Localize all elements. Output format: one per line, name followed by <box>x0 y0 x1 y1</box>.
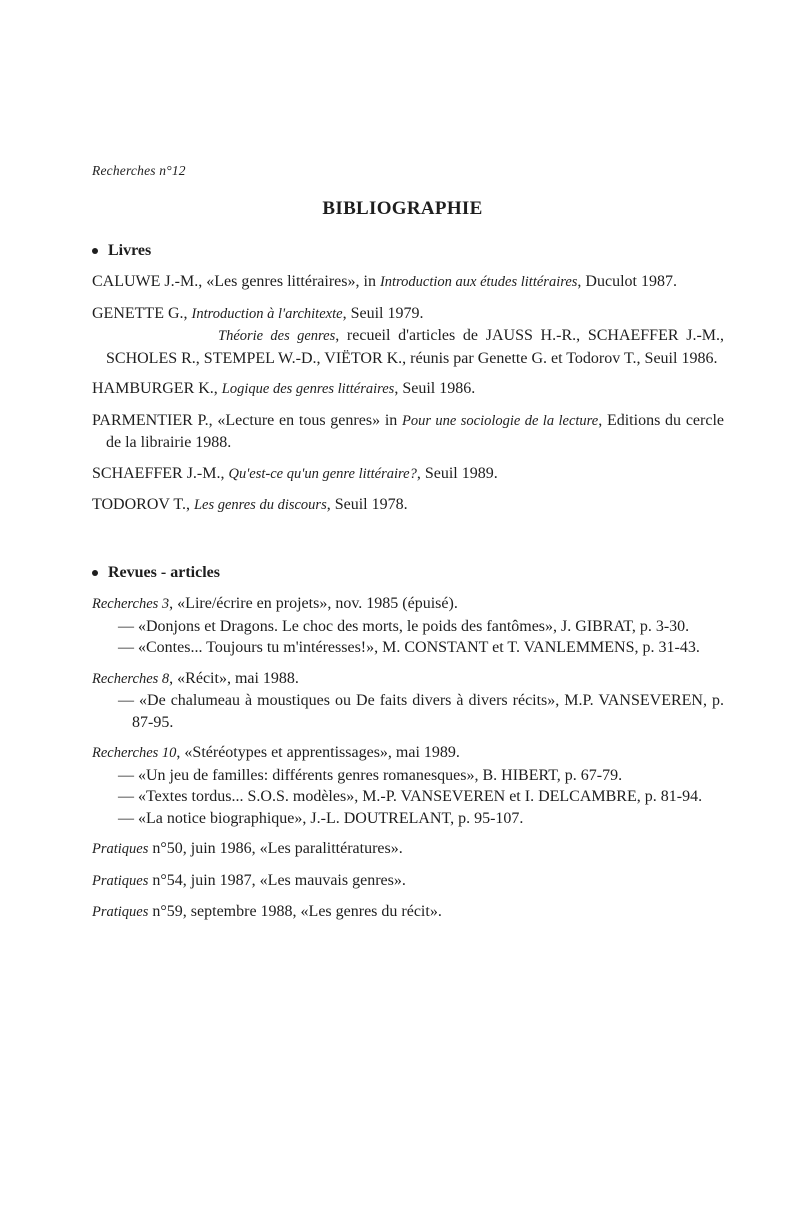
bullet-icon <box>92 570 98 576</box>
article-item: — «Contes... Toujours tu m'intéresses!», M. CONSTANT et T. VANLEMMENS, p. 31-43. <box>118 639 700 656</box>
bullet-icon <box>92 248 98 254</box>
section-heading-livres: Livres <box>92 242 724 260</box>
page-title: BIBLIOGRAPHIE <box>322 198 483 219</box>
article-item: — «Donjons et Dragons. Le choc des morts, le poids des fantômes», J. GIBRAT, p. 3-30. <box>118 617 690 635</box>
section-heading-revues: Revues - articles <box>92 564 724 582</box>
running-head: Recherches n°12 <box>92 163 186 178</box>
bib-entry-recherches-8: Recherches 8, «Récit», mai 1988. — «De chalumeau à moustiques ou De faits divers à divers récits», M.P. VANSEVEREN, p. 87-95. <box>92 668 724 734</box>
bib-entry-genette: GENETTE G., Introduction à l'architexte, Seuil 1979. Théorie des genres, recueil d'articles de JAUSS H.-R., SCHAEFFER J.-M., SCHOLES R., STEMPEL W.-D., VIËTOR K., réunis par Genette G. et Todorov T., Seuil 1986. <box>92 304 724 367</box>
article-item: — «La notice biographique», J.-L. DOUTRELANT, p. 95-107. <box>118 809 524 827</box>
bib-entry-hamburger: HAMBURGER K., Logique des genres littéraires, Seuil 1986. <box>92 380 476 397</box>
bib-entry-todorov: TODOROV T., Les genres du discours, Seuil 1978. <box>92 496 408 513</box>
bib-entry-recherches-3: Recherches 3, «Lire/écrire en projets», nov. 1985 (épuisé). — «Donjons et Dragons. Le choc des morts, le poids des fantômes», J. GIBRAT, p. 3-30. — «Contes... Toujours tu m'intéresses!», M. CONSTANT et T. VANLEMMENS, p. 31-43. <box>92 593 724 659</box>
article-item: — «Textes tordus... S.O.S. modèles», M.-P. VANSEVEREN et I. DELCAMBRE, p. 81-94. <box>118 788 703 805</box>
bib-entry-pratiques-50: Pratiques n°50, juin 1986, «Les paralittératures». <box>92 840 403 857</box>
bib-entry-parmentier: PARMENTIER P., «Lecture en tous genres» in Pour une sociologie de la lecture, Editions du cercle de la librairie 1988. <box>92 411 725 451</box>
bib-entry-pratiques-59: Pratiques n°59, septembre 1988, «Les genres du récit». <box>92 903 442 920</box>
section-revues <box>92 564 724 933</box>
section-livres <box>92 242 724 526</box>
bib-entry-caluwe: CALUWE J.-M., «Les genres littéraires», in Introduction aux études littéraires, Duculot 1987. <box>92 273 677 290</box>
bib-entry-recherches-10: Recherches 10, «Stéréotypes et apprentissages», mai 1989. — «Un jeu de familles: différents genres romanesques», B. HIBERT, p. 67-79. — «Textes tordus... S.O.S. modèles», M.-P. VANSEVEREN et I. DELCAMBRE, p. 81-94. — «La notice biographique», J.-L. DOUTRELANT, p. 95-107. <box>92 742 724 829</box>
article-item: — «Un jeu de familles: différents genres romanesques», B. HIBERT, p. 67-79. <box>118 766 623 784</box>
bib-entry-pratiques-54: Pratiques n°54, juin 1987, «Les mauvais genres». <box>92 871 406 889</box>
article-item: — «De chalumeau à moustiques ou De faits divers à divers récits», M.P. VANSEVEREN, p. 87-95. <box>118 692 724 731</box>
bib-entry-schaeffer: SCHAEFFER J.-M., Qu'est-ce qu'un genre littéraire?, Seuil 1989. <box>92 464 498 482</box>
